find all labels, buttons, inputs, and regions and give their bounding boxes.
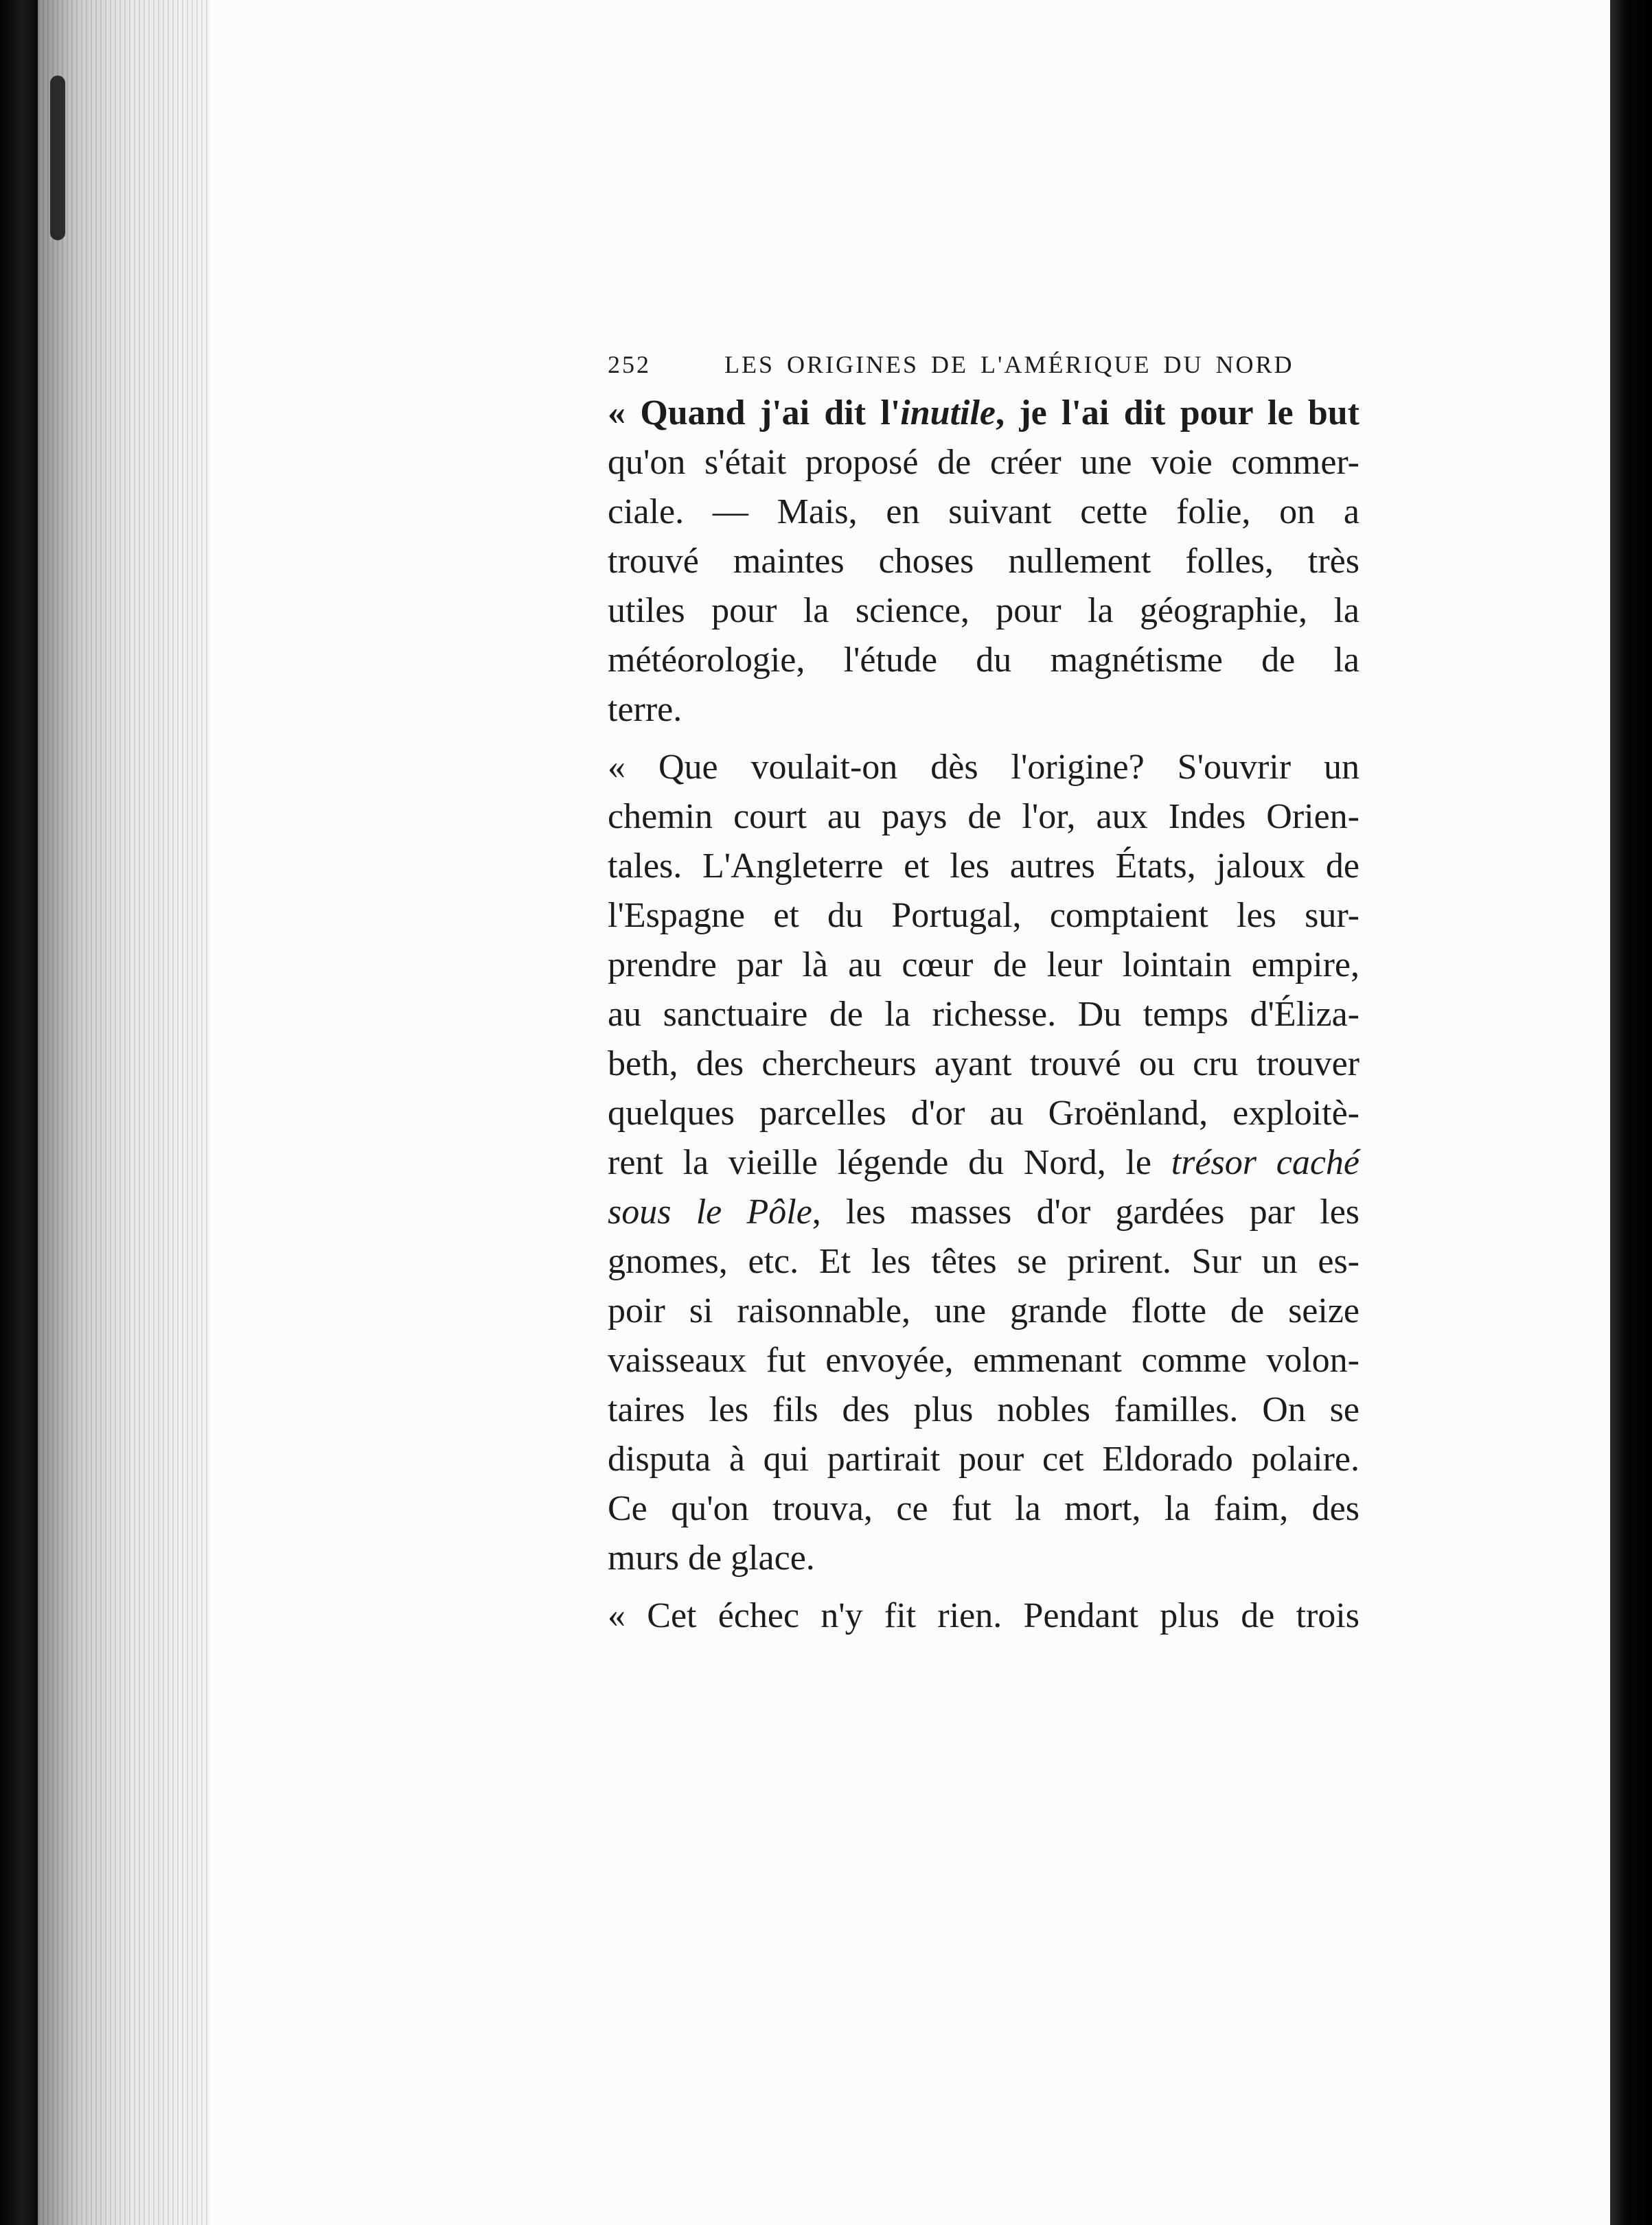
text-line [608, 1534, 1360, 1583]
text-line [608, 842, 1360, 891]
text-segment: vaisseaux fut envoyée, emmenant comme volon- [608, 1341, 1360, 1380]
text-segment: disputa à qui partirait pour cet Eldorado polaire. [608, 1440, 1360, 1479]
text-line [608, 891, 1360, 941]
text-line [608, 1089, 1360, 1138]
text-line [608, 438, 1360, 487]
text-segment: quelques parcelles d'or au Groënland, exploitè- [608, 1094, 1360, 1133]
text-segment: « Que voulait-on dès l'origine? S'ouvrir un [608, 748, 1360, 787]
italic-text: trésor caché [1171, 1143, 1360, 1182]
text-segment: ciale. — Mais, en suivant cette folie, on a [608, 492, 1360, 531]
text-line [608, 1188, 1360, 1237]
text-segment: rent la vieille légende du Nord, le [608, 1143, 1171, 1182]
text-segment: terre. [608, 690, 682, 729]
text-line [608, 1435, 1360, 1484]
paragraph [608, 743, 1360, 1583]
text-segment: prendre par là au cœur de leur lointain empire, [608, 945, 1360, 984]
text-segment: au sanctuaire de la richesse. Du temps d'Éliza- [608, 995, 1360, 1034]
text-line [608, 1385, 1360, 1435]
text-segment: chemin court au pays de l'or, aux Indes Orien- [608, 797, 1360, 836]
text-line [608, 743, 1360, 792]
text-line [608, 537, 1360, 586]
text-line [608, 941, 1360, 990]
text-line [608, 990, 1360, 1039]
text-segment: tales. L'Angleterre et les autres États, jaloux de [608, 846, 1360, 886]
page-stack-edge [38, 0, 209, 2225]
text-segment: « Quand j'ai dit l' [608, 393, 901, 433]
paragraph [608, 389, 1360, 735]
text-line [608, 636, 1360, 685]
text-segment: trouvé maintes choses nullement folles, très [608, 542, 1360, 581]
text-line [608, 389, 1360, 438]
running-header [608, 350, 1360, 379]
text-segment: météorologie, l'étude du magnétisme de la [608, 641, 1360, 680]
scan-smudge [50, 76, 65, 240]
book-binding-edge [0, 0, 38, 2225]
text-segment: l'Espagne et du Portugal, comptaient les sur- [608, 896, 1360, 935]
text-line [608, 586, 1360, 636]
text-segment: taires les fils des plus nobles familles. On se [608, 1390, 1360, 1429]
text-segment: poir si raisonnable, une grande flotte de seize [608, 1291, 1360, 1330]
italic-text: inutile [900, 393, 996, 433]
text-segment: murs de glace. [608, 1538, 815, 1578]
text-line [608, 1237, 1360, 1287]
text-line [608, 1287, 1360, 1336]
text-line [608, 487, 1360, 537]
text-segment: , les masses d'or gardées par les [812, 1192, 1360, 1232]
text-segment: Ce qu'on trouva, ce fut la mort, la faim, des [608, 1489, 1360, 1528]
text-line [608, 1039, 1360, 1089]
text-line [608, 792, 1360, 842]
text-segment: qu'on s'était proposé de créer une voie commer- [608, 443, 1360, 482]
page-text-block [608, 350, 1360, 1641]
running-title: LES ORIGINES DE L'AMÉRIQUE DU NORD [724, 351, 1294, 378]
paragraph [608, 1591, 1360, 1641]
page-number: 252 [608, 351, 651, 378]
text-line [608, 1591, 1360, 1641]
text-line [608, 685, 1360, 735]
text-line [608, 1138, 1360, 1188]
text-segment: gnomes, etc. Et les têtes se prirent. Sur un es- [608, 1242, 1360, 1281]
body-text [608, 389, 1360, 1641]
text-segment: « Cet échec n'y fit rien. Pendant plus de trois [608, 1596, 1360, 1635]
text-segment: , je l'ai dit pour le but [996, 393, 1360, 433]
text-segment: beth, des chercheurs ayant trouvé ou cru trouver [608, 1044, 1360, 1083]
scan-right-edge [1610, 0, 1652, 2225]
text-line [608, 1484, 1360, 1534]
italic-text: sous le Pôle [608, 1192, 812, 1232]
text-line [608, 1336, 1360, 1385]
text-segment: utiles pour la science, pour la géographie, la [608, 591, 1360, 630]
